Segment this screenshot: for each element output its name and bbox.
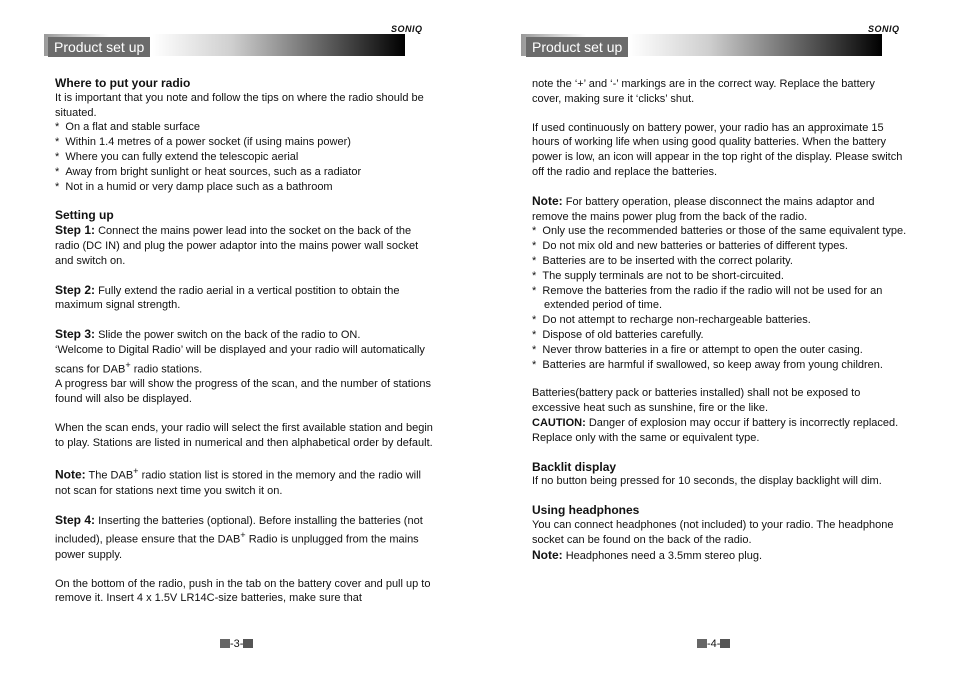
step-text: Fully extend the radio aerial in a vertical postition to obtain the maximum signal strength.	[55, 284, 400, 312]
page-marker	[720, 639, 730, 648]
markings-text: note the ‘+’ and ‘-’ markings are in the correct way. Replace the battery cover, making sure it ‘clicks’ shut.	[532, 78, 875, 105]
page-number	[697, 638, 730, 650]
list-item-text: Batteries are to be inserted with the correct polarity.	[542, 254, 793, 267]
step-1	[55, 223, 433, 268]
bullet: *	[55, 150, 60, 163]
list-item	[532, 328, 907, 343]
welcome-text-b: radio stations.	[130, 363, 203, 376]
list-item-text: Batteries are harmful if swallowed, so keep away from young children.	[542, 358, 883, 371]
bullet: *	[55, 136, 60, 149]
continuous-use-text: If used continuously on battery power, your radio has an approximate 15 hours of working life when using good quality batteries. When the battery power is low, an icon will appear in the top right of the display. Please switch off the radio and replace the batteries.	[532, 121, 903, 178]
list-item-text: Remove the batteries from the radio if the radio will not be used for an extended period of time.	[542, 284, 883, 312]
caution	[532, 416, 907, 446]
bullet: *	[532, 343, 537, 356]
page-marker	[697, 639, 707, 648]
note-text-a: The DAB	[88, 470, 134, 483]
right-page-content	[532, 77, 907, 563]
step-label: Step 4:	[55, 512, 96, 527]
list-item	[532, 269, 907, 284]
note-label: Note:	[55, 468, 86, 483]
bullet: *	[532, 225, 537, 238]
bullet: *	[532, 269, 537, 282]
soniq-logo: SONIQ	[391, 24, 423, 34]
list-item	[55, 150, 433, 165]
welcome-text	[55, 343, 433, 377]
battery-note	[532, 194, 907, 225]
step-text-a: Inserting the batteries (optional). Before installing the batteries (not included), please ensure that the DAB	[55, 514, 423, 547]
bullet: *	[532, 240, 537, 253]
soniq-logo: SONIQ	[868, 24, 900, 34]
welcome-text-a: ‘Welcome to Digital Radio’ will be displayed and your radio will automatically scans for DAB	[55, 343, 425, 376]
backlit-text: If no button being pressed for 10 seconds, the display backlight will dim.	[532, 475, 882, 488]
exposure-text: Batteries(battery pack or batteries installed) shall not be exposed to excessive heat such as sunshine, fire or the like.	[532, 387, 861, 415]
list-item	[532, 239, 907, 254]
banner-title: Product set up	[48, 37, 150, 57]
bullet: *	[532, 254, 537, 267]
backlit-heading: Backlit display	[532, 459, 617, 474]
list-item-text: Only use the recommended batteries or those of the same equivalent type.	[542, 225, 907, 238]
superscript-plus: +	[240, 530, 246, 541]
step-2	[55, 283, 433, 314]
list-item-text: Within 1.4 metres of a power socket (if using mains power)	[65, 136, 351, 149]
list-item-text: The supply terminals are not to be short-circuited.	[542, 269, 784, 282]
progress-text: A progress bar will show the progress of the scan, and the number of stations found will also be displayed.	[55, 378, 432, 405]
step-label: Step 2:	[55, 282, 96, 297]
list-item-text: Away from bright sunlight or heat sources, such as a radiator	[65, 165, 362, 178]
right-page	[477, 0, 954, 677]
note-text: For battery operation, please disconnect the mains adaptor and remove the mains power plug from the back of the radio.	[532, 195, 875, 223]
list-item-text: On a flat and stable surface	[65, 121, 200, 134]
step-text: Slide the power switch on the back of the radio to ON.	[98, 329, 361, 342]
bullet: *	[55, 180, 60, 193]
superscript-plus: +	[125, 359, 131, 370]
page-number	[220, 638, 253, 650]
list-item-text: Do not mix old and new batteries or batteries of different types.	[542, 240, 848, 253]
battery-cover-text: On the bottom of the radio, push in the tab on the battery cover and pull up to remove it. Insert 4 x 1.5V LR14C-size batteries, make sure that	[55, 577, 431, 605]
bullet: *	[532, 358, 537, 371]
note-label: Note:	[532, 193, 563, 208]
list-item	[532, 313, 907, 328]
list-item	[532, 254, 907, 269]
page-marker	[220, 639, 230, 648]
bullet: *	[532, 328, 537, 341]
headphones-note	[532, 548, 907, 564]
step-3	[55, 327, 433, 343]
list-item-text: Never throw batteries in a fire or attempt to open the outer casing.	[542, 343, 863, 356]
step-4	[55, 513, 433, 563]
list-item	[55, 180, 433, 195]
list-item	[532, 224, 907, 239]
caution-label: CAUTION:	[532, 416, 586, 429]
page-number-text: -3-	[230, 638, 244, 650]
headphones-text: You can connect headphones (not included) to your radio. The headphone socket can be found on the back of the radio.	[532, 518, 894, 546]
scan-end-text: When the scan ends, your radio will select the first available station and begin to play. Stations are listed in numerical and then alphabetical order by default.	[55, 421, 433, 449]
list-item	[55, 120, 433, 135]
caution-text: Danger of explosion may occur if battery is incorrectly replaced. Replace only with the same or equivalent type.	[532, 416, 899, 444]
setting-up-heading: Setting up	[55, 208, 114, 223]
bullet: *	[55, 121, 60, 134]
step-text-b: Radio is unplugged from the mains power supply.	[55, 534, 419, 561]
list-item	[532, 284, 907, 314]
superscript-plus: +	[133, 466, 139, 477]
list-item	[55, 165, 433, 180]
list-item-text: Dispose of old batteries carefully.	[542, 328, 704, 341]
note-text-b: radio station list is stored in the memory and the radio will not scan for stations next time you switch it on.	[55, 470, 421, 497]
note-label: Note:	[532, 547, 563, 562]
headphones-heading: Using headphones	[532, 503, 640, 518]
list-item-text: Not in a humid or very damp place such as a bathroom	[65, 180, 333, 193]
bullet: *	[532, 314, 537, 327]
list-item-text: Do not attempt to recharge non-rechargeable batteries.	[542, 314, 811, 327]
where-intro: It is important that you note and follow the tips on where the radio should be situated.	[55, 91, 424, 119]
page-marker	[243, 639, 253, 648]
bullet: *	[532, 284, 537, 297]
page-number-text: -4-	[707, 638, 721, 650]
banner-title: Product set up	[526, 37, 628, 57]
list-item	[532, 358, 907, 373]
where-heading: Where to put your radio	[55, 76, 191, 90]
step-label: Step 1:	[55, 223, 96, 238]
list-item-text: Where you can fully extend the telescopic aerial	[65, 150, 299, 163]
step-text: Connect the mains power lead into the socket on the back of the radio (DC IN) and plug the power adaptor into the mains power wall socket and switch on.	[55, 225, 419, 267]
list-item	[532, 343, 907, 358]
note	[55, 464, 433, 498]
left-page-content	[55, 76, 433, 606]
note-text: Headphones need a 3.5mm stereo plug.	[565, 549, 763, 562]
step-label: Step 3:	[55, 327, 96, 342]
bullet: *	[55, 165, 60, 178]
list-item	[55, 135, 433, 150]
